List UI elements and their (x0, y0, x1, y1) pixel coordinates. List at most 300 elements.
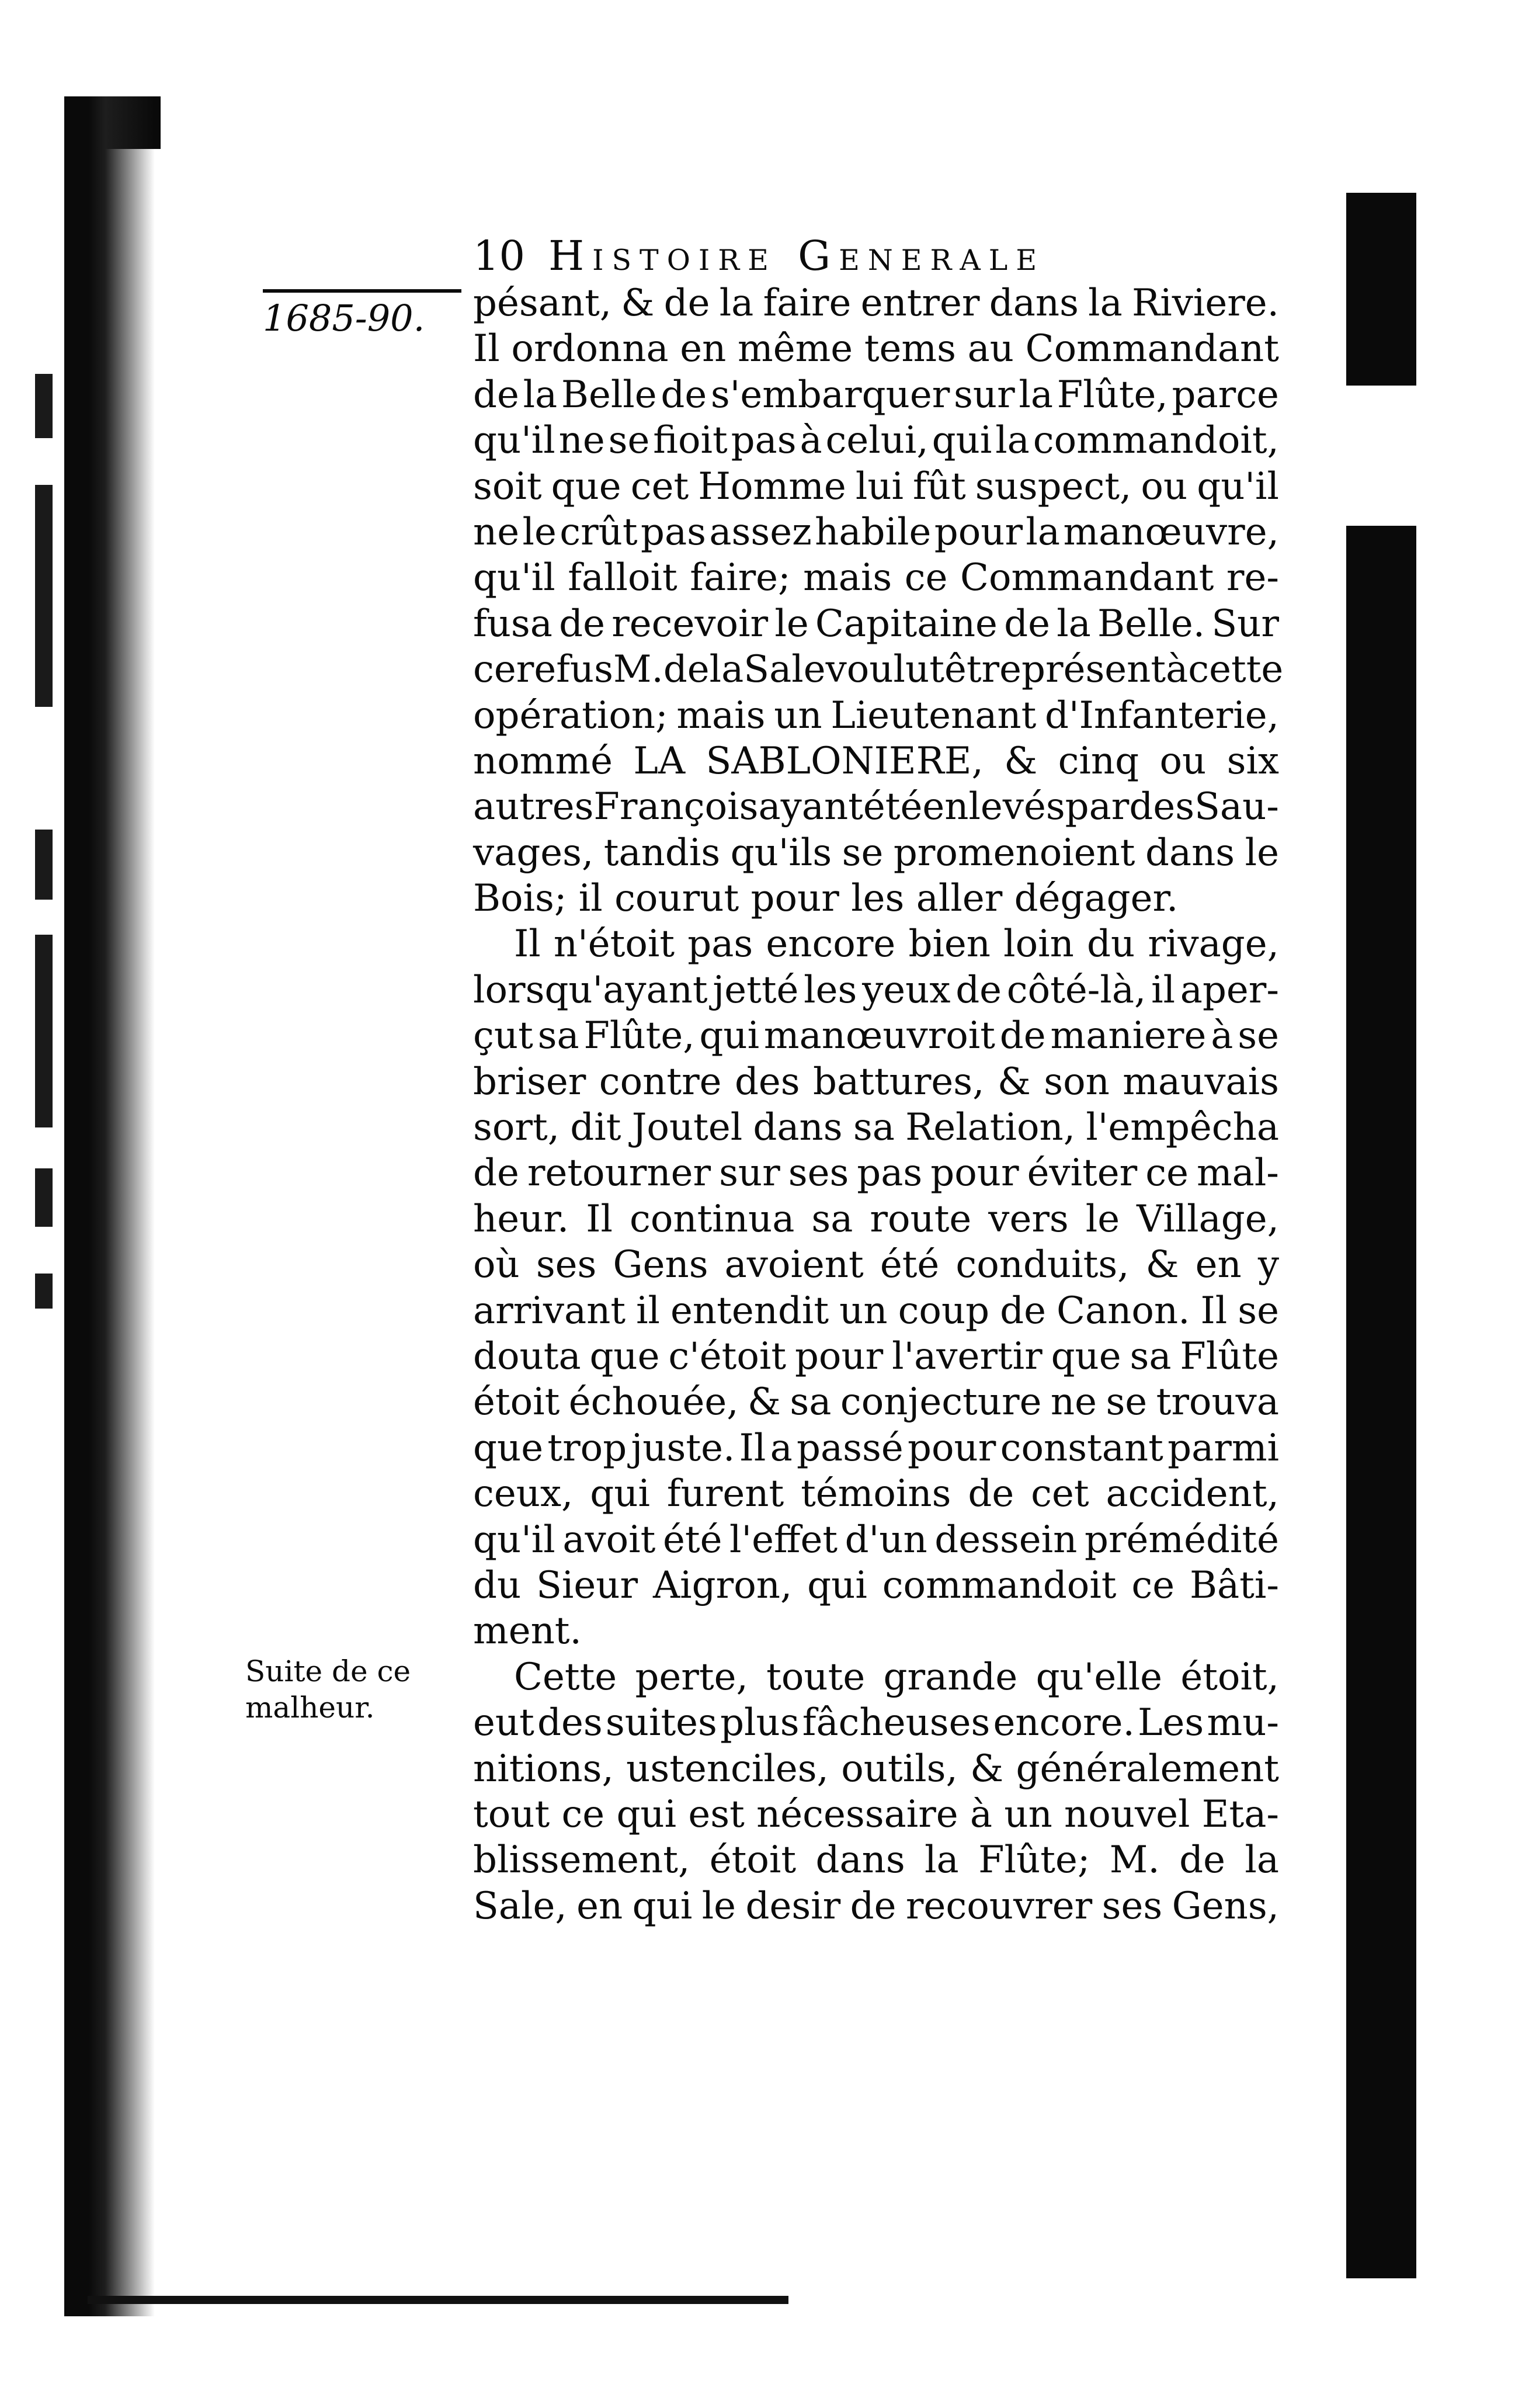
word: Joutel (631, 1106, 743, 1150)
word: un (839, 1289, 888, 1333)
word: M. (613, 648, 663, 692)
word: été (880, 1243, 940, 1287)
word: avoient (724, 1243, 864, 1287)
word: Flûte; (978, 1838, 1090, 1882)
text-line (473, 1150, 1279, 1196)
margin-note-line: Suite de ce (245, 1654, 411, 1688)
word: & (621, 282, 655, 325)
text-line (473, 1334, 1279, 1379)
word: qu'il (473, 419, 555, 463)
word: route (870, 1197, 972, 1241)
word: vages, (473, 831, 594, 875)
word: trouva (1156, 1380, 1279, 1424)
word: ceux, (473, 1472, 574, 1516)
text-line (473, 876, 1279, 921)
date-rule (263, 289, 461, 293)
word: assez (709, 510, 812, 554)
word: Sieur (536, 1563, 638, 1607)
word: la (1245, 1838, 1279, 1882)
word: falloit (568, 556, 677, 600)
word: fioit (653, 419, 728, 463)
word: Il (473, 327, 500, 371)
word: la (1019, 373, 1053, 417)
word: le (1085, 1197, 1120, 1241)
word: des (537, 1701, 603, 1745)
word: il (636, 1289, 661, 1333)
word: la (925, 1838, 959, 1882)
gutter-mark (35, 485, 53, 707)
text-line (473, 1471, 1279, 1517)
word: dessein (934, 1518, 1078, 1562)
word: & (1004, 739, 1038, 783)
word: battures, (813, 1060, 985, 1104)
word: Il (1200, 1289, 1228, 1333)
running-head (473, 227, 1291, 285)
word: sort, (473, 1106, 560, 1150)
word: entrer (860, 282, 980, 325)
scan-shadow-right (1346, 193, 1416, 386)
word: mais (803, 556, 892, 600)
text-line (473, 1013, 1279, 1059)
word: tems (864, 327, 956, 371)
word: qui (932, 419, 992, 463)
word: Gens (613, 1243, 708, 1287)
word: par (1065, 785, 1130, 829)
word: de (473, 1151, 519, 1195)
word: ordonna (511, 327, 669, 371)
word: SABLONIERE, (706, 739, 984, 783)
word: briser (473, 1060, 586, 1104)
word: le (774, 602, 809, 646)
word: Flûte, (1057, 373, 1168, 417)
word: il (1151, 968, 1176, 1012)
word: François (593, 785, 759, 829)
word: cet (630, 464, 689, 508)
word: toute (766, 1655, 866, 1699)
word: de (999, 1014, 1046, 1058)
word: étoit (709, 1838, 797, 1882)
word: pas (731, 419, 797, 463)
word: accident, (1106, 1472, 1279, 1516)
word: Il (514, 922, 541, 966)
word: plus (720, 1701, 800, 1745)
word: Homme (698, 464, 846, 508)
text-line (473, 1242, 1279, 1288)
word: l'empêcha (1086, 1106, 1279, 1150)
word: desir (745, 1884, 841, 1928)
text-line (473, 326, 1279, 372)
word: perte, (635, 1655, 748, 1699)
word: grande (883, 1655, 1018, 1699)
word: Sale (743, 648, 826, 692)
word: qui (590, 1472, 650, 1516)
word: de (1000, 1289, 1046, 1333)
word: re- (1226, 556, 1279, 600)
word: pas (687, 922, 753, 966)
word: parce (1172, 373, 1279, 417)
word: Sau- (1194, 785, 1279, 829)
margin-note (245, 1653, 467, 1726)
word: ne (1050, 1380, 1097, 1424)
word: son (1044, 1060, 1110, 1104)
word: même (738, 327, 853, 371)
word: d'Infanterie, (1045, 693, 1279, 737)
word: cet (1031, 1472, 1089, 1516)
word: M. (1109, 1838, 1160, 1882)
word: qu'il (473, 556, 555, 600)
word: le (701, 1884, 736, 1928)
word: qui (616, 1792, 677, 1836)
word: yeux (862, 968, 951, 1012)
word: manœuvre, (1063, 510, 1279, 554)
gutter-mark (35, 830, 53, 900)
text-line (473, 418, 1279, 463)
word: la (523, 373, 558, 417)
word: blissement, (473, 1838, 690, 1882)
text-line (473, 1837, 1279, 1883)
word: à (970, 1792, 993, 1836)
word: suites (605, 1701, 717, 1745)
text-line (473, 738, 1279, 784)
page-number: 10 (473, 232, 526, 280)
word: de (663, 282, 710, 325)
word: douta (473, 1334, 581, 1378)
word: contre (599, 1060, 722, 1104)
word: Belle (561, 373, 657, 417)
text-line (473, 967, 1279, 1013)
word: d'un (845, 1518, 927, 1562)
word: témoins (801, 1472, 951, 1516)
word: rivage, (1148, 922, 1279, 966)
word: que (1051, 1334, 1121, 1378)
word: dans (753, 1106, 843, 1150)
word: pour (794, 1334, 884, 1378)
word: pas (640, 510, 706, 554)
word: qu'il (473, 1518, 555, 1562)
word: celui, (825, 419, 929, 463)
word: étoit, (1180, 1655, 1279, 1699)
word: lorsqu'ayant (473, 968, 708, 1012)
word: sa (537, 1014, 579, 1058)
word: des (1129, 785, 1195, 829)
word: commandoit (882, 1563, 1117, 1607)
word: faire; (690, 556, 791, 600)
word: ou (1159, 739, 1207, 783)
word: & (997, 1060, 1031, 1104)
word: de (661, 373, 707, 417)
word: dans (989, 282, 1079, 325)
text-line (473, 784, 1279, 830)
word: y (1257, 1243, 1279, 1287)
word: été (662, 1518, 722, 1562)
word: nécessaire (756, 1792, 958, 1836)
word: voulut (825, 648, 944, 692)
word: Gens, (1172, 1884, 1279, 1928)
word: fâcheuses (802, 1701, 991, 1745)
word: les (804, 968, 857, 1012)
word: à (1166, 648, 1189, 692)
word: que (589, 1334, 660, 1378)
text-line (473, 1517, 1279, 1563)
text-line-content: ment. (473, 1609, 582, 1653)
text-line (473, 1700, 1279, 1746)
word: de (968, 1472, 1014, 1516)
word: parmi (1167, 1426, 1279, 1470)
word: Flûte, (583, 1014, 695, 1058)
word: en (1195, 1243, 1242, 1287)
word: Aigron, (652, 1563, 793, 1607)
word: tandis (603, 831, 721, 875)
word: aper- (1180, 968, 1279, 1012)
word: la (995, 419, 1030, 463)
word: ce (1145, 1151, 1189, 1195)
word: eut (473, 1701, 534, 1745)
word: furent (666, 1472, 784, 1516)
word: qu'il (1197, 464, 1279, 508)
word: Bâti- (1189, 1563, 1279, 1607)
text-line (473, 693, 1279, 738)
word: & (1145, 1243, 1179, 1287)
word: Commandant (1025, 327, 1279, 371)
word: conduits, (955, 1243, 1130, 1287)
text-line (473, 647, 1284, 692)
word: Belle. (1097, 602, 1205, 646)
word: habile (815, 510, 932, 554)
text-line (473, 1288, 1279, 1334)
word: conjecture (840, 1380, 1042, 1424)
word: constant (1000, 1426, 1163, 1470)
word: la (1026, 510, 1061, 554)
word: qui (699, 1014, 760, 1058)
word: ce (1131, 1563, 1175, 1607)
text-line (473, 1196, 1279, 1242)
text-line (473, 372, 1279, 418)
text-line (473, 555, 1279, 601)
word: Capitaine (815, 602, 998, 646)
word: cinq (1058, 739, 1139, 783)
running-title: Histoire Generale (548, 232, 1045, 280)
word: ce (561, 1792, 605, 1836)
word: recouvrer (905, 1884, 1093, 1928)
word: Sur (1211, 602, 1279, 646)
word: côté-là, (1006, 968, 1146, 1012)
word: a (770, 1426, 793, 1470)
word: soit (473, 464, 542, 508)
word: Lieutenant (831, 693, 1037, 737)
word: sa (853, 1106, 895, 1150)
word: arrivant (473, 1289, 626, 1333)
word: pour (930, 1151, 1019, 1195)
word: ce (904, 556, 948, 600)
word: faire (763, 282, 852, 325)
word: se (608, 419, 650, 463)
word: ustenciles, (626, 1747, 829, 1791)
word: Commandant (960, 556, 1214, 600)
word: pas (857, 1151, 923, 1195)
word: de (473, 373, 519, 417)
word: un (774, 693, 822, 737)
word: n'étoit (553, 922, 675, 966)
word: dit (570, 1106, 621, 1150)
word: se (1238, 1289, 1279, 1333)
word: du (1087, 922, 1135, 966)
word: bien (908, 922, 991, 966)
word: coup (898, 1289, 990, 1333)
word: entendit (670, 1289, 829, 1333)
margin-note-line: malheur. (245, 1691, 375, 1725)
word: Cette (514, 1655, 617, 1699)
word: Riviere. (1132, 282, 1279, 325)
text-line (473, 921, 1279, 967)
word: opération; (473, 693, 668, 737)
word: la (1057, 602, 1091, 646)
word: s'embarquer (710, 373, 950, 417)
text-line (473, 464, 1279, 509)
word: fusa (473, 602, 553, 646)
word: mauvais (1123, 1060, 1279, 1104)
word: étoit (473, 1380, 560, 1424)
word: la (709, 648, 744, 692)
word: passé (797, 1426, 904, 1470)
word: que (473, 1426, 544, 1470)
word: juste. (631, 1426, 735, 1470)
word: qu'elle (1036, 1655, 1163, 1699)
body-text (473, 280, 1284, 1929)
word: dans (1145, 831, 1235, 875)
text-line (473, 1379, 1279, 1425)
word: mu- (1207, 1701, 1279, 1745)
word: se (842, 831, 884, 875)
word: & (970, 1747, 1004, 1791)
word: sa (790, 1380, 832, 1424)
text-line (473, 280, 1279, 326)
text-line (473, 1105, 1279, 1150)
word: des (734, 1060, 800, 1104)
gutter-mark (35, 374, 53, 438)
word: ne (473, 510, 520, 554)
word: Flûte (1180, 1334, 1279, 1378)
word: refus (516, 648, 613, 692)
word: où (473, 1243, 520, 1287)
word: pésant, (473, 282, 612, 325)
word: encore (766, 922, 896, 966)
word: Canon. (1057, 1289, 1190, 1333)
word: de (1179, 1838, 1225, 1882)
word: ne (558, 419, 605, 463)
word: se (1238, 1014, 1279, 1058)
word: le (522, 510, 557, 554)
word: sur (954, 373, 1015, 417)
text-line (473, 509, 1279, 555)
word: l'avertir (892, 1334, 1043, 1378)
word: est (688, 1792, 745, 1836)
word: autres (473, 785, 594, 829)
word: trop (547, 1426, 627, 1470)
word: recevoir (611, 602, 769, 646)
word: la (1088, 282, 1123, 325)
word: retourner (527, 1151, 711, 1195)
text-line (473, 1746, 1279, 1792)
word: mal- (1196, 1151, 1279, 1195)
word: suspect, (975, 464, 1132, 508)
text-line (473, 1059, 1279, 1105)
word: c'étoit (668, 1334, 787, 1378)
word: çut (473, 1014, 533, 1058)
word: du (473, 1563, 522, 1607)
word: ce (473, 648, 516, 692)
word: ses (788, 1151, 849, 1195)
word: fût (913, 464, 966, 508)
word: le (1245, 831, 1279, 875)
word: encore. (993, 1701, 1135, 1745)
gutter-mark (35, 1168, 53, 1227)
margin-date: 1685-90. (263, 297, 425, 339)
word: qui (807, 1563, 867, 1607)
word: prémédité (1084, 1518, 1279, 1562)
text-line-content: Bois; il courut pour les aller dégager. (473, 877, 1179, 921)
word: tout (473, 1792, 550, 1836)
word: enlevés (922, 785, 1065, 829)
word: lui (855, 464, 904, 508)
word: un (1004, 1792, 1052, 1836)
word: sa (1130, 1334, 1172, 1378)
word: Il (586, 1197, 613, 1241)
word: à (800, 419, 822, 463)
word: qui (632, 1884, 693, 1928)
word: éviter (1027, 1151, 1138, 1195)
text-line (473, 1792, 1279, 1837)
text-line (473, 830, 1279, 876)
word: Il (739, 1426, 766, 1470)
word: nouvel (1064, 1792, 1190, 1836)
word: généralement (1016, 1747, 1279, 1791)
word: vers (988, 1197, 1069, 1241)
word: heur. (473, 1197, 569, 1241)
word: que (551, 464, 621, 508)
word: de (559, 602, 605, 646)
word: maniere (1050, 1014, 1207, 1058)
word: la (719, 282, 754, 325)
word: pour (934, 510, 1023, 554)
word: mais (676, 693, 766, 737)
text-line (473, 1563, 1279, 1608)
word: Village, (1137, 1197, 1279, 1241)
word: six (1226, 739, 1279, 783)
word: qu'ils (730, 831, 832, 875)
word: sur (719, 1151, 780, 1195)
scan-shadow-bottom (88, 2296, 788, 2304)
word: nitions, (473, 1747, 614, 1791)
text-line (473, 1425, 1279, 1471)
word: avoit (562, 1518, 656, 1562)
text-line (473, 1608, 1279, 1654)
word: pour (908, 1426, 996, 1470)
text-line (473, 601, 1279, 647)
word: jetté (713, 968, 799, 1012)
word: manœuvroit (763, 1014, 995, 1058)
word: & (748, 1380, 781, 1424)
word: de (850, 1884, 897, 1928)
gutter-mark (35, 935, 53, 1127)
word: LA (633, 739, 686, 783)
word: loin (1003, 922, 1074, 966)
word: continua (629, 1197, 795, 1241)
word: à (1211, 1014, 1233, 1058)
word: Les (1138, 1701, 1204, 1745)
word: ayant (758, 785, 863, 829)
word: échouée, (568, 1380, 739, 1424)
word: l'effet (729, 1518, 838, 1562)
